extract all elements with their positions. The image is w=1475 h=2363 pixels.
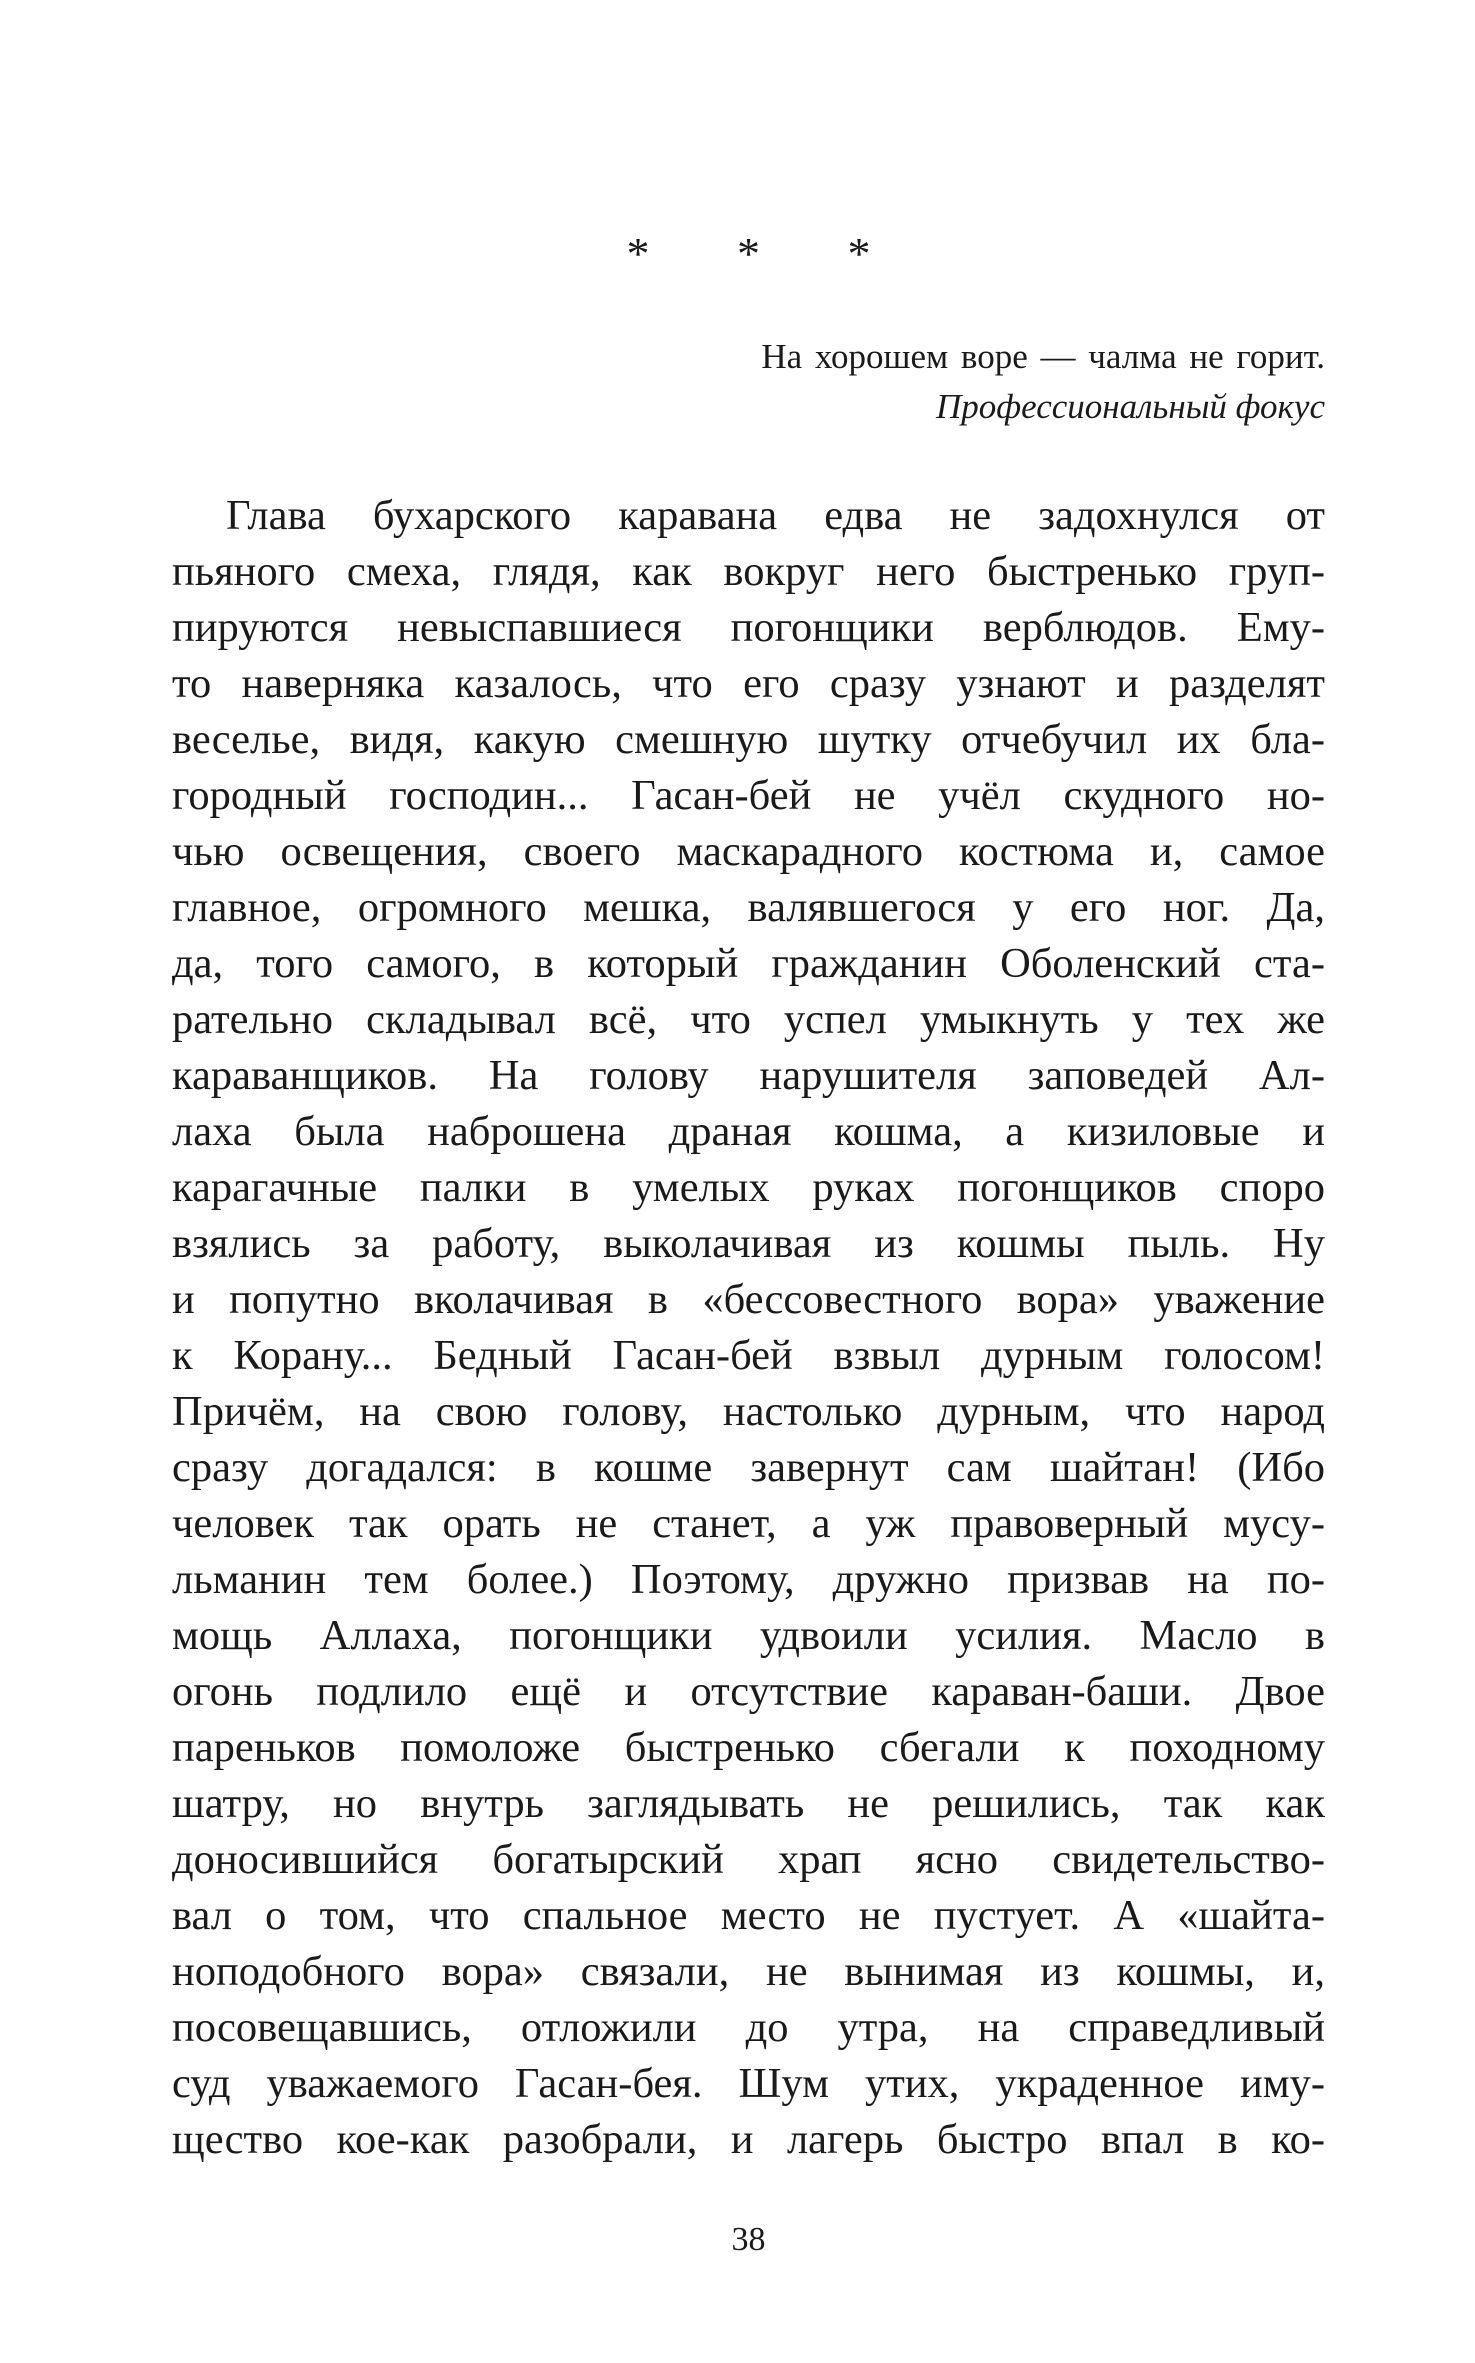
text-line: к Корану... Бедный Гасан-бей взвыл дурным голосом! [172, 1332, 1325, 1379]
epigraph-quote: На хорошем воре — чалма не горит. [761, 337, 1325, 376]
text-line: главное, огромного мешка, валявшегося у его ног. Да, [172, 884, 1325, 931]
text-line: карагачные палки в умелых руках погонщиков споро [172, 1164, 1325, 1211]
text-line: сразу догадался: в кошме завернут сам шайтан! (Ибо [172, 1444, 1325, 1491]
text-line: чью освещения, своего маскарадного костюма и, самое [172, 828, 1325, 875]
text-line: взялись за работу, выколачивая из кошмы пыль. Ну [172, 1220, 1325, 1267]
text-line: городный господин... Гасан-бей не учёл скудного но- [172, 772, 1325, 819]
text-line: мощь Аллаха, погонщики удвоили усилия. Масло в [172, 1612, 1325, 1659]
text-line: Глава бухарского каравана едва не задохнулся от [226, 492, 1325, 539]
text-line: пьяного смеха, глядя, как вокруг него быстренько груп- [172, 548, 1325, 595]
text-line: суд уважаемого Гасан-бея. Шум утих, украденное иму- [172, 2060, 1325, 2107]
book-page [172, 0, 1325, 2363]
text-line: вал о том, что спальное место не пустует. А «шайта- [172, 1892, 1325, 1939]
main-paragraph [172, 488, 1325, 2168]
text-line: лаха была наброшена драная кошма, а кизиловые и [172, 1108, 1325, 1155]
text-line: льманин тем более.) Поэтому, дружно призвав на по- [172, 1556, 1325, 1603]
text-line: то наверняка казалось, что его сразу узнают и разделят [172, 660, 1325, 707]
text-line: Причём, на свою голову, настолько дурным, что народ [172, 1388, 1325, 1435]
page-number: 38 [731, 2221, 766, 2258]
text-line: рательно складывал всё, что успел умыкнуть у тех же [172, 996, 1325, 1043]
text-line: щество кое-как разобрали, и лагерь быстро впал в ко- [172, 2116, 1325, 2163]
text-line: пируются невыспавшиеся погонщики верблюдов. Ему- [172, 604, 1325, 651]
text-line: человек так орать не станет, а уж правоверный мусу- [172, 1500, 1325, 1547]
text-line: да, того самого, в который гражданин Оболенский ста- [172, 940, 1325, 987]
epigraph [761, 332, 1325, 432]
epigraph-source: Профессиональный фокус [936, 387, 1325, 426]
section-separator: * * * [626, 228, 909, 279]
text-line: и попутно вколачивая в «бессовестного вора» уважение [172, 1276, 1325, 1323]
text-line: ноподобного вора» связали, не вынимая из кошмы, и, [172, 1948, 1325, 1995]
text-line: доносившийся богатырский храп ясно свидетельство- [172, 1836, 1325, 1883]
text-line: пареньков помоложе быстренько сбегали к походному [172, 1724, 1325, 1771]
text-line: караванщиков. На голову нарушителя заповедей Ал- [172, 1052, 1325, 1099]
text-line: веселье, видя, какую смешную шутку отчебучил их бла- [172, 716, 1325, 763]
text-line: шатру, но внутрь заглядывать не решились, так как [172, 1780, 1325, 1827]
text-line: посовещавшись, отложили до утра, на справедливый [172, 2004, 1325, 2051]
text-line: огонь подлило ещё и отсутствие караван-баши. Двое [172, 1668, 1325, 1715]
